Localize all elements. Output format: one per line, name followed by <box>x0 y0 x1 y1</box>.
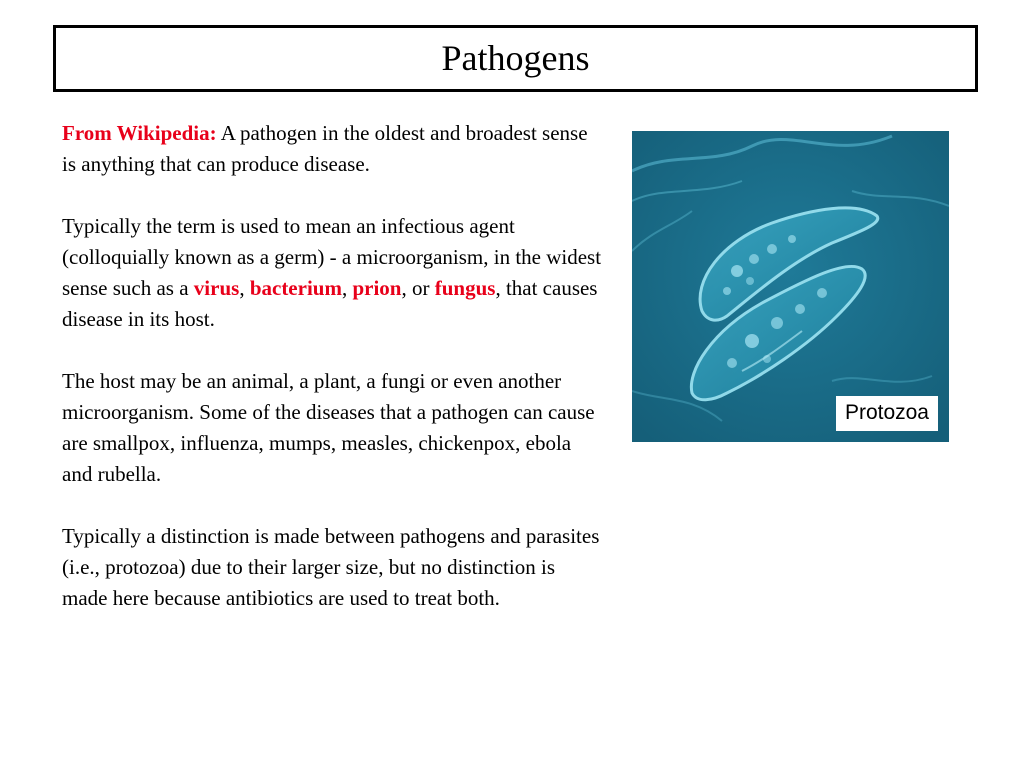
infectious-agent-outro: , that causes disease in its host. <box>62 276 598 331</box>
paragraph-distinction: Typically a distinction is made between pathogens and parasites (i.e., protozoa) due to their larger size, but no distinction is made here because antibiotics are used to treat both. <box>62 524 600 610</box>
slide-title-box <box>53 25 978 92</box>
term-prion: prion <box>352 276 402 300</box>
separator: , or <box>401 276 435 300</box>
source-label: From Wikipedia: <box>62 121 217 145</box>
protozoa-micrograph <box>632 131 949 442</box>
term-fungus: fungus <box>434 276 496 300</box>
term-virus: virus <box>193 276 240 300</box>
separator: , <box>341 276 353 300</box>
paragraph-host: The host may be an animal, a plant, a fungi or even another microorganism. Some of the diseases that a pathogen can cause are smallpox, influenza, mumps, measles, chickenpox, ebola and rubella. <box>62 369 595 486</box>
body-text <box>62 118 602 645</box>
paragraph-infectious-agent <box>62 211 602 335</box>
paragraph-definition <box>62 118 602 180</box>
separator: , <box>239 276 250 300</box>
definition-text: A pathogen in the oldest and broadest sense is anything that can produce disease. <box>62 121 588 176</box>
term-bacterium: bacterium <box>249 276 342 300</box>
slide-title: Pathogens <box>441 37 590 78</box>
figure-caption: Protozoa <box>836 396 938 431</box>
infectious-agent-intro: Typically the term is used to mean an infectious agent (colloquially known as a germ) - a microorganism, in the widest sense such as a <box>62 214 602 300</box>
